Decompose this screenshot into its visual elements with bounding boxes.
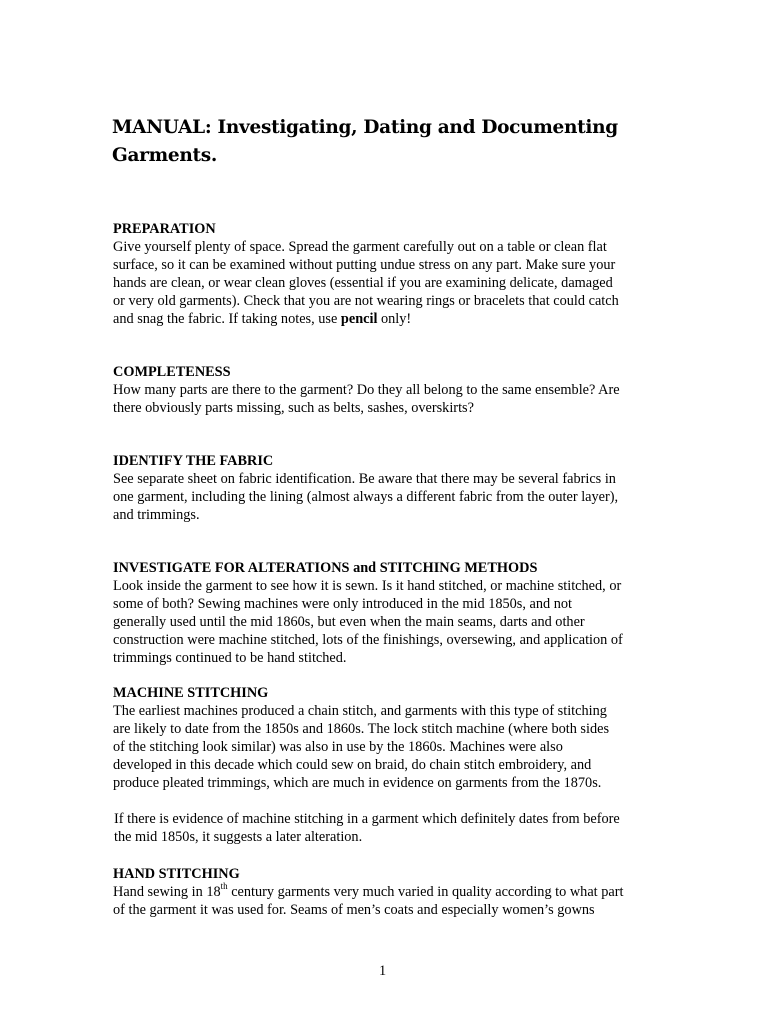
section-identify-fabric bbox=[113, 452, 673, 524]
section-body bbox=[114, 810, 674, 846]
section-hand-stitching bbox=[113, 865, 673, 919]
body-line: surface, so it can be examined without putting undue stress on any part. Make sure your bbox=[113, 257, 616, 274]
body-line: trimmings continued to be hand stitched. bbox=[113, 650, 347, 667]
body-text: and snag the fabric. If taking notes, use bbox=[113, 311, 341, 328]
section-heading: COMPLETENESS bbox=[113, 364, 231, 380]
body-line: the mid 1850s, it suggests a later alteration. bbox=[114, 829, 363, 846]
body-line: and trimmings. bbox=[113, 507, 200, 524]
section-body bbox=[113, 470, 673, 524]
section-heading: HAND STITCHING bbox=[113, 866, 240, 882]
body-line: generally used until the mid 1860s, but even when the main seams, darts and other bbox=[113, 614, 585, 631]
title-line: MANUAL: Investigating, Dating and Documenting bbox=[112, 117, 618, 138]
body-line: produce pleated trimmings, which are much in evidence on garments from the 1870s. bbox=[113, 775, 602, 792]
section-heading: PREPARATION bbox=[113, 221, 216, 237]
section-body bbox=[113, 238, 673, 328]
section-heading: MACHINE STITCHING bbox=[113, 685, 269, 701]
section-body bbox=[113, 702, 673, 792]
body-line: there obviously parts missing, such as belts, sashes, overskirts? bbox=[113, 400, 474, 417]
body-line: of the stitching look similar) was also in use by the 1860s. Machines were also bbox=[113, 739, 563, 756]
page-number: 1 bbox=[379, 963, 387, 979]
body-line: Give yourself plenty of space. Spread the garment carefully out on a table or clean flat bbox=[113, 239, 607, 256]
body-line: Look inside the garment to see how it is sewn. Is it hand stitched, or machine stitched, or bbox=[113, 578, 622, 595]
section-machine-evidence bbox=[114, 810, 674, 846]
body-line: hands are clean, or wear clean gloves (essential if you are examining delicate, damaged bbox=[113, 275, 613, 292]
body-line: If there is evidence of machine stitching in a garment which definitely dates from before bbox=[114, 811, 620, 827]
title-line: Garments. bbox=[112, 145, 218, 166]
body-line: developed in this decade which could sew on braid, do chain stitch embroidery, and bbox=[113, 757, 592, 774]
section-preparation bbox=[113, 220, 673, 329]
body-line bbox=[113, 310, 673, 328]
section-heading: IDENTIFY THE FABRIC bbox=[113, 453, 274, 469]
body-line: of the garment it was used for. Seams of men’s coats and especially women’s gowns bbox=[113, 902, 595, 919]
body-line: How many parts are there to the garment? Do they all belong to the same ensemble? Are bbox=[113, 382, 620, 399]
body-line bbox=[113, 883, 673, 901]
body-line: are likely to date from the 1850s and 1860s. The lock stitch machine (where both sides bbox=[113, 721, 610, 738]
emphasis-pencil: pencil bbox=[340, 311, 378, 328]
body-text: only! bbox=[377, 311, 412, 328]
section-heading: INVESTIGATE FOR ALTERATIONS and STITCHING METHODS bbox=[113, 560, 538, 576]
superscript-th: th bbox=[220, 881, 228, 892]
section-body bbox=[113, 883, 673, 919]
body-line: some of both? Sewing machines were only introduced in the mid 1850s, and not bbox=[113, 596, 573, 613]
section-body bbox=[113, 577, 673, 667]
body-line: one garment, including the lining (almost always a different fabric from the outer layer), bbox=[113, 489, 619, 506]
section-alterations bbox=[113, 559, 673, 668]
body-line: See separate sheet on fabric identification. Be aware that there may be several fabrics in bbox=[113, 471, 616, 488]
body-line: The earliest machines produced a chain stitch, and garments with this type of stitching bbox=[113, 703, 607, 720]
body-text: Hand sewing in 18 bbox=[113, 884, 221, 901]
body-text: century garments very much varied in quality according to what part bbox=[227, 884, 624, 901]
section-machine-stitching bbox=[113, 684, 673, 793]
document-title bbox=[112, 114, 672, 170]
body-line: or very old garments). Check that you are not wearing rings or bracelets that could catch bbox=[113, 293, 619, 310]
section-completeness bbox=[113, 363, 673, 417]
body-line: construction were machine stitched, lots of the finishings, oversewing, and application of bbox=[113, 632, 623, 649]
section-body bbox=[113, 381, 673, 417]
